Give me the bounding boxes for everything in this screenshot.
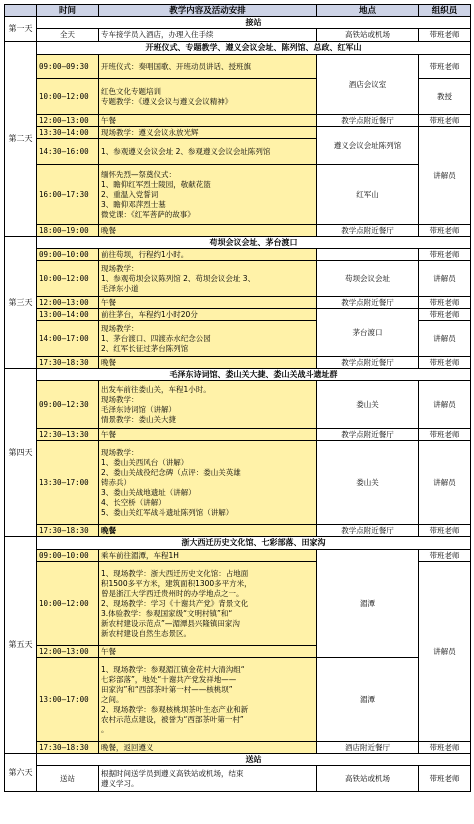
content-line: 晚餐，返回遵义 — [101, 742, 154, 752]
content-line: 开班仪式：奏唱国歌、开班动员讲话、授班旗 — [101, 61, 251, 71]
day5-r123-location: 湄潭 — [317, 550, 419, 658]
day3-r45-location: 茅台渡口 — [317, 309, 419, 357]
day2-r2-time: 10:00—12:00 — [37, 79, 99, 115]
content-line: 新农村建设自然生态景区。 — [101, 628, 191, 638]
day4-r2-staff: 带班老师 — [419, 429, 471, 441]
content-line: 1、参观遵义会议会址 2、参观遵义会议会址陈列馆 — [101, 146, 271, 156]
day3-r1-content — [99, 249, 317, 261]
day2-r5-content — [99, 139, 317, 165]
day5-r4-time: 13:00—17:00 — [37, 658, 99, 742]
day5-r3-time: 12:00—13:00 — [37, 646, 99, 658]
table-row — [5, 127, 471, 139]
content-line: 3、娄山关战地遗址（讲解） — [101, 487, 196, 497]
day5-r4-location: 湄潭 — [317, 658, 419, 742]
day2-section-title: 开班仪式、专题教学、遵义会议会址、陈列馆、总政、红军山 — [37, 42, 471, 55]
content-line: 新农村建设示范点”—湄潭县兴隆镇田家沟 — [101, 618, 240, 628]
day2-label: 第二天 — [5, 42, 37, 237]
content-line: 2、娄山关战役纪念碑（点评：娄山关英雄 — [101, 467, 241, 477]
content-line: 毛泽东小道 — [101, 283, 139, 293]
content-line: 1、娄山关西风台（讲解） — [101, 457, 189, 467]
content-line: 积1500多平方米，建筑面积1300多平方米， — [101, 578, 252, 588]
table-row — [5, 225, 471, 237]
content-line: 七彩部落”，地处“十谢共产党发祥地—— — [101, 674, 237, 684]
day6-staff: 带班老师 — [419, 766, 471, 792]
content-line: 遵义学习。 — [101, 778, 139, 788]
content-line: 红色文化专题培训 — [101, 86, 161, 96]
day4-r4-time: 17:30—18:30 — [37, 525, 99, 537]
content-line: 现场教学： — [101, 447, 139, 457]
content-line: 毛泽东诗词馆（讲解） — [101, 404, 176, 414]
day4-r2-content — [99, 429, 317, 441]
table-row — [5, 357, 471, 369]
day4-r1-location: 娄山关 — [317, 381, 419, 429]
header-row — [5, 5, 471, 17]
day3-r3-staff: 带班老师 — [419, 297, 471, 309]
content-line: 1、现场教学：浙大西迁历史文化馆：占地面 — [101, 568, 249, 578]
content-line: 午餐 — [101, 297, 116, 307]
content-line: 晚餐 — [101, 525, 116, 535]
day3-r1-staff: 带班老师 — [419, 249, 471, 261]
day4-r3-location: 娄山关 — [317, 441, 419, 525]
day4-r3-content — [99, 441, 317, 525]
day3-r6-location: 教学点附近餐厅 — [317, 357, 419, 369]
day6-location: 高铁站或机场 — [317, 766, 419, 792]
day2-r3-time: 12:00—13:00 — [37, 115, 99, 127]
day3-label: 第三天 — [5, 237, 37, 369]
day2-r6-time: 16:00—17:30 — [37, 165, 99, 225]
day5-r5-staff: 带班老师 — [419, 742, 471, 754]
day6-content — [99, 766, 317, 792]
day2-r456-staff: 讲解员 — [419, 127, 471, 225]
day5-r5-time: 17:30—18:30 — [37, 742, 99, 754]
day5-r3-content — [99, 646, 317, 658]
content-line: 2、红军长征过茅台陈列馆 — [101, 343, 189, 353]
day3-r6-content — [99, 357, 317, 369]
day5-r4-content — [99, 658, 317, 742]
day5-r234-staff: 讲解员 — [419, 562, 471, 742]
table-row — [5, 525, 471, 537]
day5-r2-content — [99, 562, 317, 646]
header-staff: 组织员 — [419, 5, 471, 17]
day2-r7-time: 18:00—19:00 — [37, 225, 99, 237]
day2-r2-content — [99, 79, 317, 115]
day3-r4-time: 13:00—14:00 — [37, 309, 99, 321]
day3-r1-location — [317, 249, 419, 261]
table-row — [5, 381, 471, 429]
content-line: 之间。 — [101, 694, 124, 704]
day2-r3-location: 教学点附近餐厅 — [317, 115, 419, 127]
schedule-table — [4, 4, 471, 792]
day3-r3-time: 12:00—13:00 — [37, 297, 99, 309]
table-row — [5, 309, 471, 321]
day5-r5-content — [99, 742, 317, 754]
day5-r1-content — [99, 550, 317, 562]
content-line: 田家沟”和“西部茶叶第一村——核桃坝” — [101, 684, 233, 694]
content-line: 午餐 — [101, 429, 116, 439]
day4-label: 第四天 — [5, 369, 37, 537]
day2-r12-location: 酒店会议室 — [317, 55, 419, 115]
day1-staff: 带班老师 — [419, 29, 471, 42]
day3-r3-location: 教学点附近餐厅 — [317, 297, 419, 309]
table-row — [5, 29, 471, 42]
content-line: 缅怀先烈—祭奠仪式： — [101, 169, 176, 179]
day2-r4-time: 13:30—14:00 — [37, 127, 99, 139]
content-line: 晚餐 — [101, 357, 116, 367]
day4-r1-time: 09:00—12:30 — [37, 381, 99, 429]
day3-r4-content — [99, 309, 317, 321]
table-row — [5, 249, 471, 261]
day5-r2-time: 10:00—12:00 — [37, 562, 99, 646]
day5-r1-time: 09:00—10:00 — [37, 550, 99, 562]
day3-r2-location: 苟坝会议会址 — [317, 261, 419, 297]
day5-label: 第五天 — [5, 537, 37, 754]
table-row — [5, 165, 471, 225]
day4-r2-time: 12:30—13:30 — [37, 429, 99, 441]
content-line: 。 — [101, 724, 109, 734]
content-line: 前往苟坝，行程约1小时。 — [101, 249, 189, 259]
day4-r1-content — [99, 381, 317, 429]
day2-r7-location: 教学点附近餐厅 — [317, 225, 419, 237]
day3-r2-time: 10:00—12:00 — [37, 261, 99, 297]
content-line: 4、长空桥（讲解） — [101, 497, 166, 507]
day4-r3-time: 13:30—17:00 — [37, 441, 99, 525]
table-row — [5, 297, 471, 309]
content-line: 1、参观苟坝会议陈列馆 2、苟坝会议会址 3、 — [101, 273, 256, 283]
day5-r5-location: 酒店附近餐厅 — [317, 742, 419, 754]
content-line: 现场教学： — [101, 263, 139, 273]
content-line: 前往茅台，车程约1小时20分 — [101, 309, 198, 319]
header-location: 地点 — [317, 5, 419, 17]
content-line: 出发车前往娄山关，车程1小时。 — [101, 384, 211, 394]
day1-content: 专车接学员入酒店，办理入住手续 — [99, 29, 317, 42]
content-line: 1、瞻仰红军烈士陵园，敬献花篮 — [101, 179, 211, 189]
content-line: 2、现场教学：参观核桃坝茶叶生态产业和新 — [101, 704, 249, 714]
table-row — [5, 55, 471, 79]
day3-r4-staff: 带班老师 — [419, 309, 471, 321]
day2-r45-location: 遵义会议会址陈列馆 — [317, 127, 419, 165]
header-day — [5, 5, 37, 17]
content-line: 晚餐 — [101, 225, 116, 235]
table-row — [5, 742, 471, 754]
table-row — [5, 261, 471, 297]
day2-r5-time: 14:30—16:00 — [37, 139, 99, 165]
content-line: 曾是浙江大学西迁贵州时的办学地点之一。 — [101, 588, 244, 598]
content-line: 午餐 — [101, 115, 116, 125]
day6-time: 送站 — [37, 766, 99, 792]
day2-r3-content — [99, 115, 317, 127]
day3-r6-staff: 带班老师 — [419, 357, 471, 369]
content-line: 情景教学：娄山关大捷 — [101, 414, 176, 424]
day1-section-title: 接站 — [37, 17, 471, 29]
day2-r6-location: 红军山 — [317, 165, 419, 225]
day4-r4-location: 教学点附近餐厅 — [317, 525, 419, 537]
day2-r7-staff: 带班老师 — [419, 225, 471, 237]
header-content: 教学内容及活动安排 — [99, 5, 317, 17]
content-line: 午餐 — [101, 646, 116, 656]
day5-section-title: 浙大西迁历史文化馆、七彩部落、田家沟 — [37, 537, 471, 550]
day2-r2-staff: 教授 — [419, 79, 471, 115]
day2-r7-content — [99, 225, 317, 237]
day3-r5-staff: 讲解员 — [419, 321, 471, 357]
table-row — [5, 429, 471, 441]
content-line: 专题教学：《遵义会议与遵义会议精神》 — [101, 96, 233, 106]
day2-r1-content — [99, 55, 317, 79]
content-line: 3、瞻仰邓萍烈士墓 — [101, 199, 166, 209]
day2-r1-time: 09:00—09:30 — [37, 55, 99, 79]
day3-r5-time: 14:00—17:00 — [37, 321, 99, 357]
content-line: 5、娄山关红军战斗遗址陈列馆（讲解） — [101, 507, 234, 517]
content-line: 现场教学： — [101, 394, 139, 404]
day3-r3-content — [99, 297, 317, 309]
content-line: 1、茅台渡口、四渡赤水纪念公园 — [101, 333, 211, 343]
content-line: 2、重温入党誓词 — [101, 189, 159, 199]
content-line: 乘车前往湄潭，车程1H — [101, 550, 179, 560]
day4-r4-staff: 带班老师 — [419, 525, 471, 537]
day2-r3-staff: 带班老师 — [419, 115, 471, 127]
day3-r6-time: 17:30—18:30 — [37, 357, 99, 369]
table-row — [5, 550, 471, 562]
content-line: 现场教学： — [101, 323, 139, 333]
day1-location: 高铁站或机场 — [317, 29, 419, 42]
table-row — [5, 115, 471, 127]
day6-section-title: 送站 — [37, 754, 471, 766]
table-row — [5, 658, 471, 742]
content-line: 微党课：《红军菩萨的故事》 — [101, 209, 195, 219]
day3-r1-time: 09:00—10:00 — [37, 249, 99, 261]
day1-time: 全天 — [37, 29, 99, 42]
content-line: 铸赤兵） — [101, 477, 131, 487]
day4-r2-location: 教学点附近餐厅 — [317, 429, 419, 441]
day2-r4-content — [99, 127, 317, 139]
day3-section-title: 苟坝会议会址、茅台渡口 — [37, 237, 471, 249]
content-line: 2、现场教学：学习《十谢共产党》背景文化 — [101, 598, 249, 608]
day1-label: 第一天 — [5, 17, 37, 42]
content-line: 现场教学：遵义会议永放光辉 — [101, 127, 199, 137]
day4-r3-staff: 讲解员 — [419, 441, 471, 525]
content-line: 3.体验教学：参观国家级“文明村镇”和“ — [101, 608, 233, 618]
day3-r2-content — [99, 261, 317, 297]
header-time: 时间 — [37, 5, 99, 17]
table-row — [5, 766, 471, 792]
day4-r1-staff: 讲解员 — [419, 381, 471, 429]
day2-r1-staff: 带班老师 — [419, 55, 471, 79]
content-line: 根据时间送学员到遵义高铁站或机场，结束 — [101, 768, 244, 778]
day5-r1-staff: 带班老师 — [419, 550, 471, 562]
day2-r6-content — [99, 165, 317, 225]
day4-r4-content — [99, 525, 317, 537]
content-line: 农村示范点建设，被誉为“西部茶叶第一村” — [101, 714, 244, 724]
content-line: 1、现场教学：参观湄江镇金花村大清沟组“ — [101, 664, 245, 674]
day4-section-title: 毛泽东诗词馆、娄山关大捷、娄山关战斗遗址群 — [37, 369, 471, 381]
table-row — [5, 441, 471, 525]
day3-r5-content — [99, 321, 317, 357]
day3-r2-staff: 讲解员 — [419, 261, 471, 297]
day6-label: 第六天 — [5, 754, 37, 792]
